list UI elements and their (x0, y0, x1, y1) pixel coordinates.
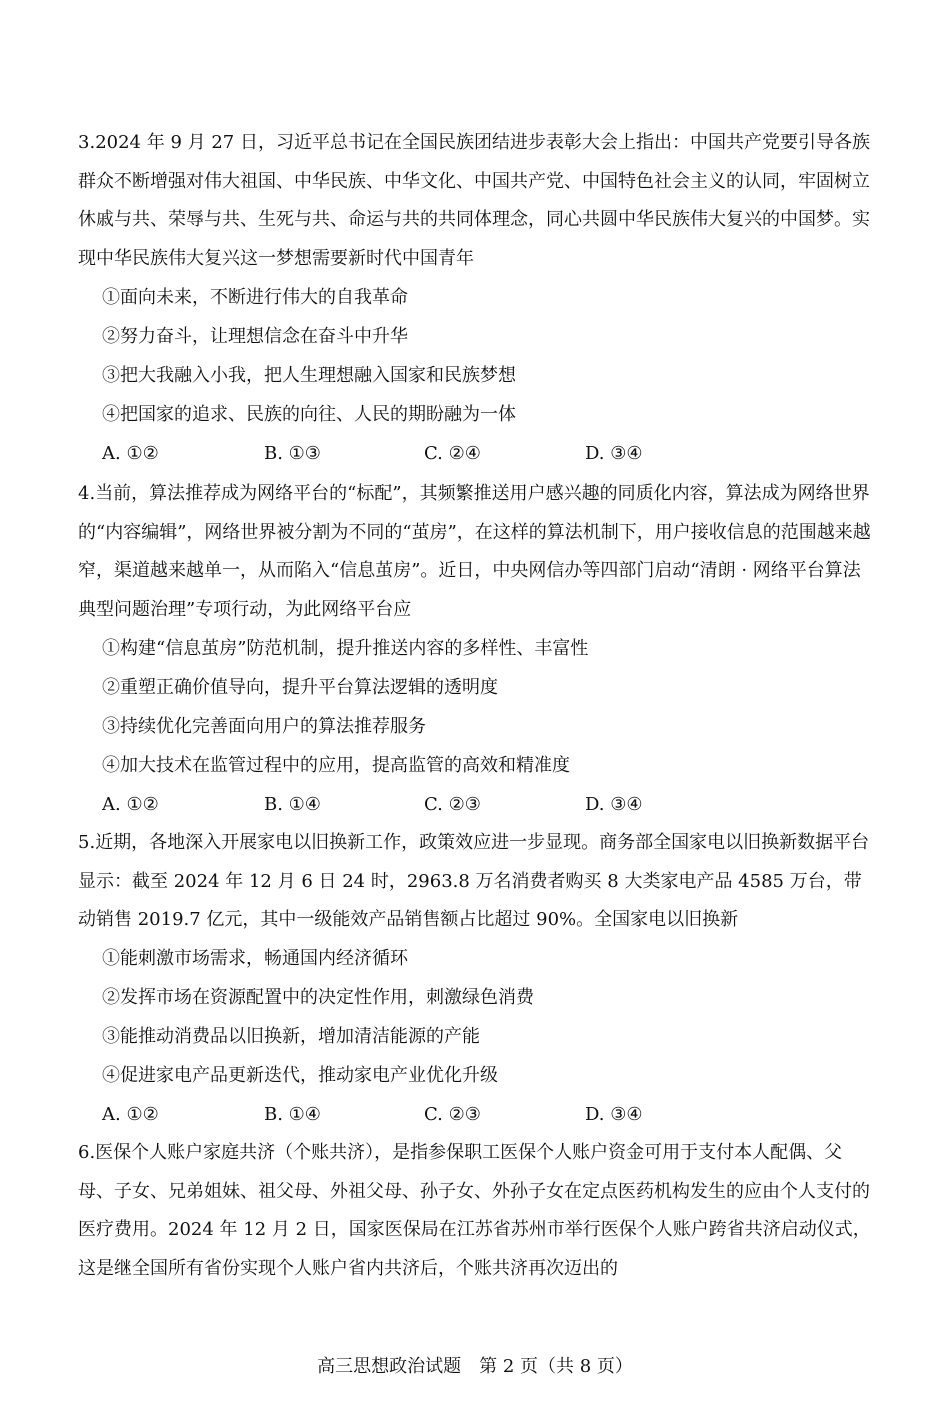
choice-a: A. ①② (102, 794, 159, 815)
option-item: ②发挥市场在资源配置中的决定性作用，刺激绿色消费 (102, 987, 534, 1008)
choice-b: B. ①④ (264, 794, 321, 815)
option-item: ③持续优化完善面向用户的算法推荐服务 (102, 716, 426, 737)
page-footer: 高三思想政治试题 第 2 页（共 8 页） (317, 1356, 633, 1377)
choice-c: C. ②③ (424, 1104, 481, 1125)
answer-choices (102, 1096, 862, 1134)
option-item: ②努力奋斗，让理想信念在奋斗中升华 (102, 326, 408, 347)
question-3-stem (78, 124, 878, 278)
option-item: ①构建“信息茧房”防范机制，提升推送内容的多样性、丰富性 (102, 638, 589, 659)
option-item: ④促进家电产品更新迭代，推动家电产业优化升级 (102, 1065, 498, 1086)
option-item: ①面向未来，不断进行伟大的自我革命 (102, 287, 408, 308)
question-text: 医保个人账户家庭共济（个账共济），是指参保职工医保个人账户资金可用于支付本人配偶、父母、子女、兄弟姐妹、祖父母、外祖父母、孙子女、外孙子女在定点医药机构发生的应由个人支付的医疗费用。2024 年 12 月 2 日，国家医保局在江苏省苏州市举行医保个人账户跨省共济启动仪式，这是继全国所有省份实现个人账户省内共济后，个账共济再次迈出的 (78, 1142, 871, 1279)
choice-d: D. ③④ (585, 1104, 643, 1125)
question-4-stem (78, 475, 878, 629)
answer-choices (102, 435, 862, 473)
option-item: ②重塑正确价值导向，提升平台算法逻辑的透明度 (102, 677, 498, 698)
question-text: 近期，各地深入开展家电以旧换新工作，政策效应进一步显现。商务部全国家电以旧换新数据平台显示：截至 2024 年 12 月 6 日 24 时，2963.8 万名消费者购买 8 大类家电产品 4585 万台，带动销售 2019.7 亿元，其中一级能效产品销售额占比超过 90%。全国家电以旧换新 (78, 832, 870, 930)
question-number: 5. (78, 832, 96, 853)
choice-c: C. ②④ (424, 443, 481, 464)
choice-c: C. ②③ (424, 794, 481, 815)
option-item: ③能推动消费品以旧换新，增加清洁能源的产能 (102, 1026, 480, 1047)
choice-b: B. ①④ (264, 1104, 321, 1125)
question-text: 2024 年 9 月 27 日，习近平总书记在全国民族团结进步表彰大会上指出：中国共产党要引导各族群众不断增强对伟大祖国、中华民族、中华文化、中国共产党、中国特色社会主义的认同，牢固树立休戚与共、荣辱与共、生死与共、命运与共的共同体理念，同心共圆中华民族伟大复兴的中国梦。实现中华民族伟大复兴这一梦想需要新时代中国青年 (78, 132, 870, 269)
choice-a: A. ①② (102, 1104, 159, 1125)
choice-d: D. ③④ (585, 443, 643, 464)
question-text: 当前，算法推荐成为网络平台的“标配”，其频繁推送用户感兴趣的同质化内容，算法成为网络世界的“内容编辑”，网络世界被分割为不同的“茧房”，在这样的算法机制下，用户接收信息的范围越来越窄，渠道越来越单一，从而陷入“信息茧房”。近日，中央网信办等四部门启动“清朗 · 网络平台算法典型问题治理”专项行动，为此网络平台应 (78, 483, 871, 620)
option-item: ④把国家的追求、民族的向往、人民的期盼融为一体 (102, 404, 516, 425)
option-item: ④加大技术在监管过程中的应用，提高监管的高效和精准度 (102, 755, 570, 776)
question-number: 6. (78, 1142, 96, 1163)
question-number: 4. (78, 483, 96, 504)
choice-d: D. ③④ (585, 794, 643, 815)
choice-a: A. ①② (102, 443, 159, 464)
question-6-stem (78, 1134, 878, 1288)
choice-b: B. ①③ (264, 443, 321, 464)
answer-choices (102, 786, 862, 824)
option-item: ①能刺激市场需求，畅通国内经济循环 (102, 948, 408, 969)
question-number: 3. (78, 132, 96, 153)
question-5-stem (78, 824, 878, 940)
option-item: ③把大我融入小我，把人生理想融入国家和民族梦想 (102, 365, 516, 386)
